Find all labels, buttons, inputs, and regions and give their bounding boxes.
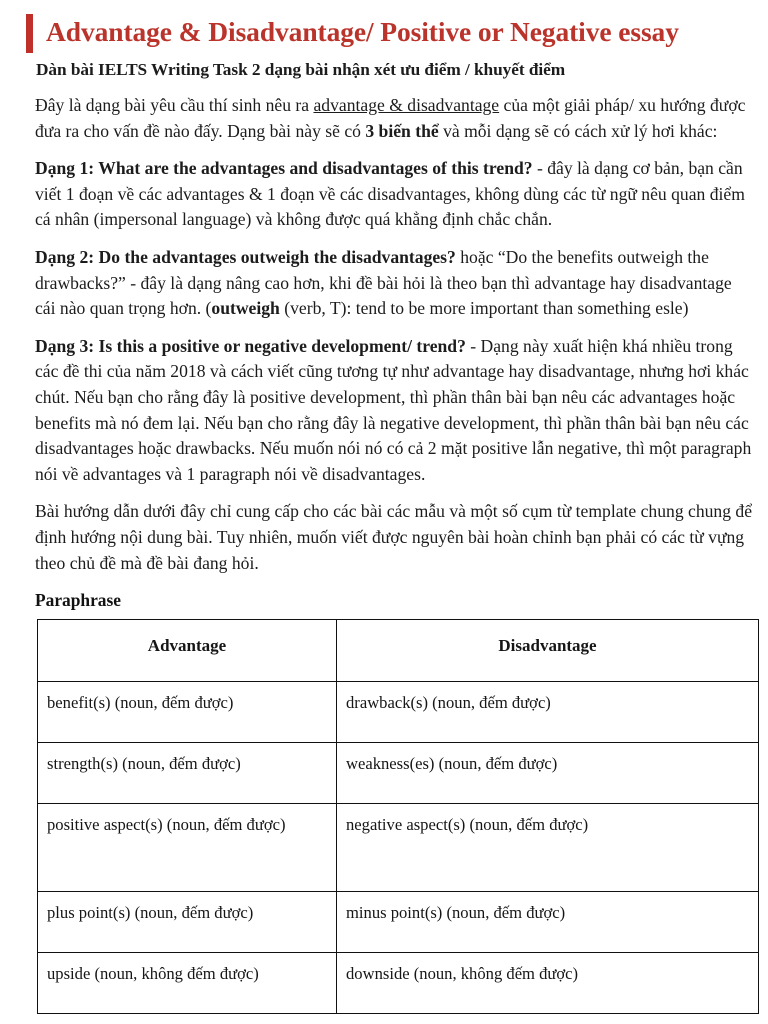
paraphrase-table-wrap [0, 612, 768, 1014]
type-1-lead: Dạng 1: What are the advantages and disadvantages of this trend? [35, 158, 533, 179]
paragraph-type-3 [35, 334, 756, 488]
document-body [0, 93, 768, 576]
table-header [38, 620, 759, 682]
cell-advantage: positive aspect(s) (noun, đếm được) [38, 804, 337, 892]
type-3-body: - Dạng này xuất hiện khá nhiều trong các đề thi của năm 2018 và cách viết cũng tương tự như advantage hay disadvantage, nhưng hơi khác chút. Nếu bạn cho rằng đây là positive development, thì phần thân bài bạn nêu các advantages hoặc benefits mà nó đem lại. Nếu bạn cho rằng đây là negative development, thì phần thân bài bạn nêu các disadvantages hoặc drawbacks. Nếu muốn nói nó có cả 2 mặt positive lẫn negative, thì một paragraph nói về advantages và 1 paragraph nói về disadvantages. [35, 335, 752, 484]
cell-advantage: benefit(s) (noun, đếm được) [38, 682, 337, 743]
type-2-lead: Dạng 2: Do the advantages outweigh the disadvantages? [35, 246, 456, 267]
cell-disadvantage: minus point(s) (noun, đếm được) [337, 892, 759, 953]
cell-advantage: upside (noun, không đếm được) [38, 953, 337, 1014]
table-row [38, 953, 759, 1014]
type-2-bold-term: outweigh [211, 298, 280, 319]
table-row [38, 682, 759, 743]
paragraph-type-2 [35, 245, 756, 322]
table-row [38, 892, 759, 953]
paragraph-intro [35, 93, 756, 144]
table-row [38, 743, 759, 804]
type-1-body: - đây là dạng cơ bản, bạn cần viết 1 đoạn về các advantages & 1 đoạn về các disadvantages, không dùng các từ ngữ nêu quan điểm cá nhân (impersonal language) và không được quá khẳng định chắc chắn. [35, 158, 745, 230]
table-row [38, 804, 759, 892]
intro-underlined-term: advantage & disadvantage [313, 95, 500, 115]
intro-bold-term: 3 biến thể [365, 120, 439, 141]
cell-disadvantage: drawback(s) (noun, đếm được) [337, 682, 759, 743]
cell-disadvantage: negative aspect(s) (noun, đếm được) [337, 804, 759, 892]
intro-text-part3: và mỗi dạng sẽ có cách xử lý hơi khác: [438, 120, 718, 141]
document-subtitle: Dàn bài IELTS Writing Task 2 dạng bài nhận xét ưu điểm / khuyết điểm [36, 60, 566, 79]
table-body [38, 682, 759, 1014]
page-title: Advantage & Disadvantage/ Positive or Negative essay [46, 16, 679, 47]
paraphrase-table [37, 619, 759, 1014]
intro-text-part1: Đây là dạng bài yêu cầu thí sinh nêu ra [35, 95, 314, 115]
cell-disadvantage: weakness(es) (noun, đếm được) [337, 743, 759, 804]
intro-text-part2: của một giải pháp/ xu hướng được đưa ra cho vấn đề nào đấy. Dạng bài này sẽ có [35, 95, 746, 141]
type-2-body-tail: (verb, T): tend to be more important than something esle) [279, 298, 689, 319]
paragraph-closing: Bài hướng dẫn dưới đây chỉ cung cấp cho các bài các mẫu và một số cụm từ template chung chung để định hướng nội dung bài. Tuy nhiên, muốn viết được nguyên bài hoàn chỉnh bạn phải có các từ vựng theo chủ đề mà đề bài đang hỏi. [35, 501, 753, 573]
title-accent-bar [26, 14, 33, 53]
cell-advantage: strength(s) (noun, đếm được) [38, 743, 337, 804]
cell-advantage: plus point(s) (noun, đếm được) [38, 892, 337, 953]
document-title-row [0, 0, 768, 53]
paraphrase-heading: Paraphrase [35, 590, 121, 611]
paragraph-type-1 [35, 156, 756, 233]
column-header-disadvantage: Disadvantage [337, 620, 759, 682]
cell-disadvantage: downside (noun, không đếm được) [337, 953, 759, 1014]
type-3-lead: Dạng 3: Is this a positive or negative development/ trend? [35, 335, 466, 356]
table-header-row [38, 620, 759, 682]
column-header-advantage: Advantage [38, 620, 337, 682]
type-2-body: hoặc “Do the benefits outweigh the drawbacks?” - đây là dạng nâng cao hơn, khi đề bài hỏi là theo bạn thì advantage hay disadvantage cái nào quan trọng hơn. ( [35, 246, 732, 319]
